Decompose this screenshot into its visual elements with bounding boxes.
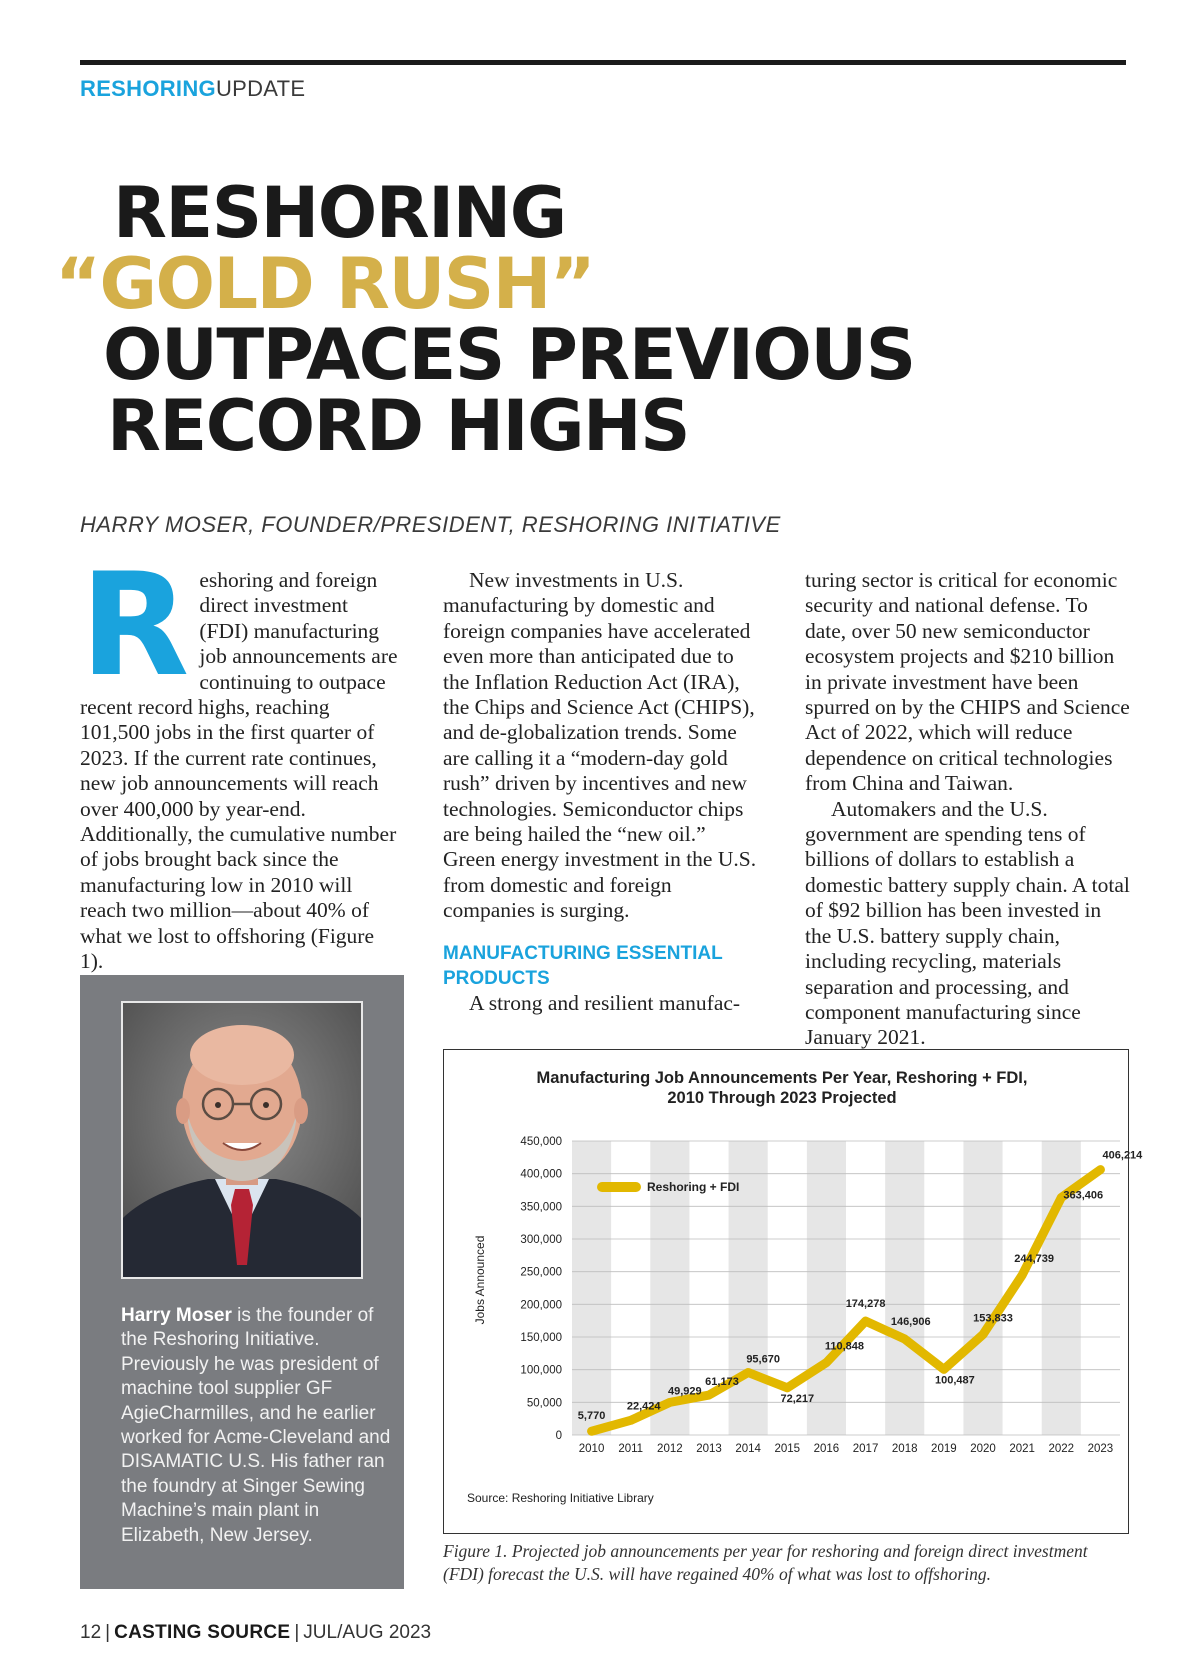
y-tick-label: 300,000 [520,1234,562,1246]
drop-cap: R [80,543,190,708]
article-column-1 [80,543,400,975]
headline-line-4: RECORD HIGHS [107,385,690,467]
page-number: 12 [80,1622,102,1643]
y-tick-label: 50,000 [526,1397,562,1410]
y-tick-label: 450,000 [520,1136,562,1148]
chart-stripe [963,1141,1002,1435]
data-label: 153,833 [973,1312,1013,1325]
byline: HARRY MOSER, FOUNDER/PRESIDENT, RESHORING INITIATIVE [80,512,781,537]
data-label: 146,906 [890,1316,931,1329]
headline-line-2: “GOLD RUSH” [55,243,595,325]
data-label: 363,406 [1063,1189,1104,1202]
chart-title: Manufacturing Job Announcements Per Year, Reshoring + FDI, [536,1069,1028,1087]
x-tick-label: 2016 [813,1443,840,1455]
data-label: 110,848 [824,1340,865,1353]
y-tick-label: 150,000 [520,1332,562,1344]
data-label: 244,739 [1014,1253,1055,1266]
author-name: Harry Moser [121,1305,232,1326]
paragraph-new-investments: New investments in U.S. manufacturing by domestic and foreign companies have accelerated even more than anticipated due to the Inflation Reduction Act (IRA), the Chips and Science Act (CHIPS), and de-globalization trends. Some are calling it a “modern-day gold rush” driven by incentives and new technologies. Semiconductor chips are being hailed the “new oil.” Green energy investment in the U.S. from domestic and foreign companies is surging. [443,568,757,923]
footer-separator: | [294,1622,300,1643]
author-bio-text [121,1304,391,1548]
x-tick-label: 2012 [657,1443,683,1455]
paragraph-resilient: A strong and resilient manufac- [469,990,741,1015]
x-tick-label: 2020 [970,1443,996,1455]
chart-stripe [807,1141,846,1435]
author-bio-description: is the founder of the Reshoring Initiative. Previously he was president of machine tool supplier GF AgieCharmilles, and he earlier worked for Acme-Cleveland and DISAMATIC U.S. His father ran the foundry at Singer Sewing Machine’s main plant in Elizabeth, New Jersey. [121,1305,391,1546]
y-tick-label: 200,000 [520,1299,562,1312]
x-tick-label: 2022 [1048,1443,1075,1455]
article-column-3 [805,568,1131,1051]
y-axis-label: Jobs Announced [473,1235,487,1325]
data-label: 174,278 [845,1298,886,1311]
section-label [80,76,305,102]
author-photo [121,1001,363,1279]
headline-line-3: OUTPACES PREVIOUS [103,314,915,396]
data-label: 49,929 [668,1385,702,1398]
x-tick-label: 2011 [618,1443,644,1455]
paragraph-intro: eshoring and foreign direct investment (FDI) manufacturing job announcements are continuing to outpace recent record highs, reaching 101,500 jobs in the first quarter of 2023. If the current rate continues, new job announcements will reach over 400,000 by year-end. Additionally, the cumulative number of jobs brought back since the manufacturing low in 2010 will reach two million—about 40% of what we lost to offshoring (Figure 1). [80,568,398,974]
chart-source: Source: Reshoring Initiative Library [467,1491,654,1505]
y-tick-label: 100,000 [520,1364,562,1377]
article-column-2 [443,568,763,1016]
paragraph-semiconductor: turing sector is critical for economic security and national defense. To date, over 50 new semiconductor ecosystem projects and $210 billion in private investment have been spurred on by the CHIPS and Science Act of 2022, which will reduce dependence on critical technologies from China and Taiwan. [805,568,1130,796]
x-tick-label: 2018 [891,1443,918,1455]
data-label: 72,217 [780,1392,815,1405]
x-tick-label: 2019 [931,1443,957,1455]
x-tick-label: 2017 [852,1443,879,1455]
x-tick-label: 2013 [696,1443,722,1455]
y-tick-label: 0 [555,1430,562,1442]
headline-line-1: RESHORING [113,172,566,254]
x-tick-label: 2014 [735,1443,761,1455]
section-label-primary: RESHORING [80,76,216,101]
publication-name: CASTING SOURCE [114,1622,291,1643]
legend-label: Reshoring + FDI [647,1180,740,1194]
data-label: 95,670 [746,1353,780,1366]
x-tick-label: 2023 [1087,1443,1114,1455]
chart-stripe [885,1141,924,1435]
data-label: 5,770 [577,1410,606,1423]
figure-caption: Figure 1. Projected job announcements per year for reshoring and foreign direct investment (FDI) forecast the U.S. will have regained 40% of what was lost to offshoring. [443,1541,1088,1584]
section-label-secondary: UPDATE [215,76,306,101]
data-label: 406,214 [1102,1149,1143,1162]
page-footer [80,1622,431,1644]
y-tick-label: 250,000 [520,1266,562,1279]
chart-subtitle: 2010 Through 2023 Projected [667,1089,897,1107]
headline [55,172,915,467]
line-chart [444,1050,1143,1532]
x-tick-label: 2015 [774,1443,801,1455]
paragraph-automakers: Automakers and the U.S. government are spending tens of billions of dollars to establish a domestic battery supply chain. A total of $92 billion has been invested in the U.S. battery supply chain, including recycling, materials separation and processing, and component manufacturing since January 2021. [805,796,1130,1050]
top-rule [80,60,1126,65]
footer-separator: | [105,1622,111,1643]
chart-legend [602,1180,739,1194]
data-label: 61,173 [705,1376,739,1389]
author-bio-box [80,975,404,1589]
x-tick-label: 2010 [578,1443,605,1455]
subhead-manufacturing-essential: MANUFACTURING ESSENTIAL PRODUCTS [443,942,723,989]
data-label: 22,424 [626,1400,661,1413]
chart-figure [443,1049,1143,1534]
x-tick-label: 2021 [1009,1443,1035,1455]
data-label: 100,487 [934,1374,975,1387]
y-tick-label: 400,000 [520,1168,562,1181]
y-tick-label: 350,000 [520,1201,562,1214]
issue-date: JUL/AUG 2023 [303,1622,432,1643]
